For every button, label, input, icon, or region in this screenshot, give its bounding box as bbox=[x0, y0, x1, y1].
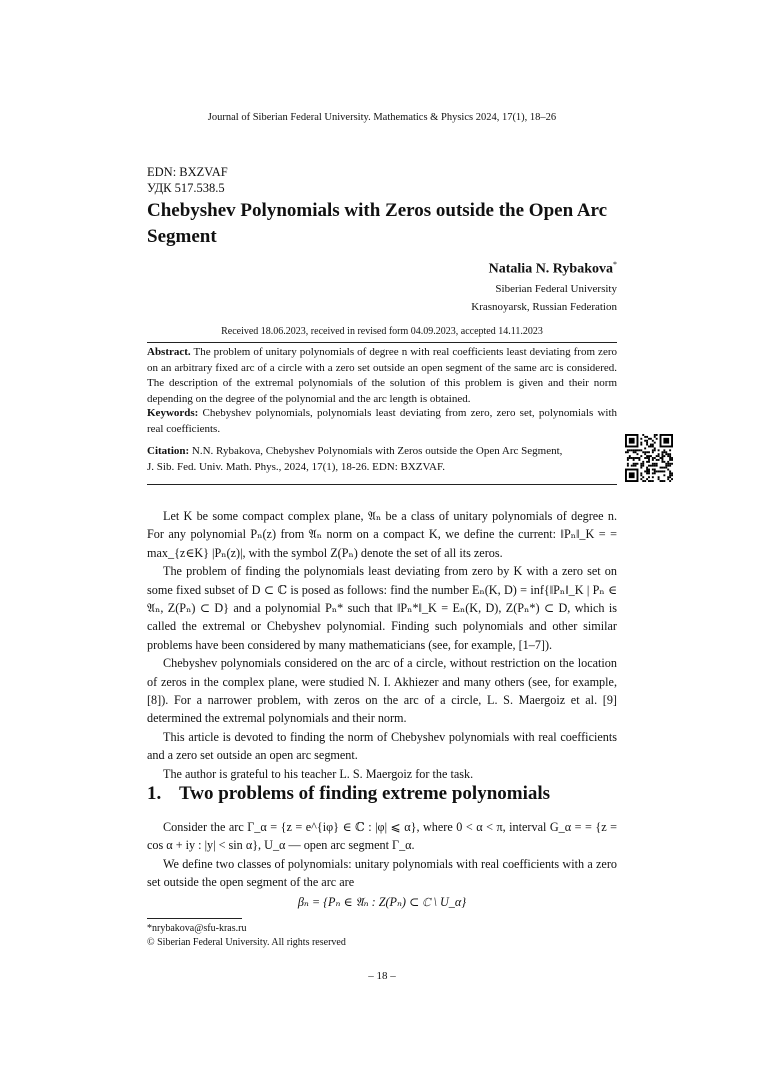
intro-text bbox=[147, 507, 617, 783]
keywords-label: Keywords: bbox=[147, 407, 199, 419]
paper-title: Chebyshev Polynomials with Zeros outside the Open Arc Segment bbox=[147, 200, 608, 247]
author-name: Natalia N. Rybakova* bbox=[488, 260, 617, 277]
abstract-text: The problem of unitary polynomials of degree n with real coefficients least deviating from zero on an arbitrary fixed arc of a circle with a zero set outside an open segment of the same arc is considered. The description of the extremal polynomials of the solution of this problem is given and their norm depending on the degree of the polynomial and the arc length is obtained. bbox=[147, 346, 617, 405]
section-number: 1. bbox=[147, 783, 162, 804]
received-dates: Received 18.06.2023, received in revised form 04.09.2023, accepted 14.11.2023 bbox=[221, 326, 543, 337]
copyright-note: © Siberian Federal University. All rights reserved bbox=[147, 937, 346, 948]
author-block bbox=[471, 255, 617, 316]
citation-text: N.N. Rybakova, Chebyshev Polynomials with Zeros outside the Open Arc Segment, J. Sib. Fed. Univ. Math. Phys., 2024, 17(1), 18-26. EDN: BXZVAF. bbox=[147, 445, 563, 473]
section-heading bbox=[147, 783, 550, 805]
author-affiliation: Siberian Federal University bbox=[495, 282, 617, 295]
paragraph: Let K be some compact complex plane, 𝔄ₙ be a class of unitary polynomials of degree n. For any polynomial Pₙ(z) from 𝔄ₙ norm on a compact K, we define the current: ‖Pₙ‖_K = = max_{z∈K} |Pₙ(z)|, with the symbol Z(Pₙ) denote the set of all its zeros. bbox=[147, 509, 617, 560]
paragraph: This article is devoted to finding the norm of Chebyshev polynomials with real coefficients and a zero set outside an open arc segment. bbox=[147, 729, 617, 763]
keywords bbox=[147, 406, 617, 437]
paragraph: Consider the arc Γ_α = {z = e^{iφ} ∈ ℂ : |φ| ⩽ α}, where 0 < α < π, interval G_α = = {z = cos α + iy : |y| < sin α}, U_α — open arc segment Γ_α. bbox=[147, 820, 617, 853]
display-formula: βₙ = {Pₙ ∈ 𝔄ₙ : Z(Pₙ) ⊂ ℂ \ U_α} bbox=[297, 895, 467, 909]
keywords-text: Chebyshev polynomials, polynomials least deviating from zero, zero set, polynomials with real coefficients. bbox=[147, 407, 618, 435]
paragraph: Chebyshev polynomials considered on the arc of a circle, without restriction on the location of zeros in the complex plane, were studied N. I. Akhiezer and many others (see, for example, [8]). For a narrower problem, with zeros on the arc of a circle, L. S. Maergoiz et al. [9] determined the extremal polynomials and their norm. bbox=[147, 656, 617, 726]
footnote-email: *nrybakova@sfu-kras.ru bbox=[147, 923, 247, 934]
qr-code-image[interactable] bbox=[625, 434, 673, 482]
footnote-rule bbox=[147, 918, 242, 919]
edn-code: EDN: BXZVAF bbox=[147, 165, 228, 179]
citation bbox=[147, 443, 567, 475]
running-head: Journal of Siberian Federal University. Mathematics & Physics 2024, 17(1), 18–26 bbox=[207, 112, 557, 123]
author-footnote-mark: * bbox=[613, 260, 617, 269]
author-location: Krasnoyarsk, Russian Federation bbox=[471, 300, 617, 313]
paragraph: The problem of finding the polynomials least deviating from zero by K with a zero set on some fixed subset of D ⊂ ℂ is posed as follows: find the number Eₙ(K, D) = inf{‖Pₙ‖_K | Pₙ ∈ 𝔄ₙ, Z(Pₙ) ⊂ D} and a polynomial Pₙ* such that ‖Pₙ*‖_K = Eₙ(K, D), Z(Pₙ*) ⊂ D, which is called the extremal or Chebyshev polynomial. Finding such polynomials and other similar problems have been considered by many mathematicians (see, for example, [1–7]). bbox=[147, 564, 617, 652]
page-number: – 18 – bbox=[368, 970, 396, 982]
section-title: Two problems of finding extreme polynomials bbox=[179, 783, 551, 804]
citation-label: Citation: bbox=[147, 445, 190, 457]
section-text bbox=[147, 818, 617, 892]
abstract bbox=[147, 345, 617, 407]
abstract-top-rule bbox=[147, 342, 617, 343]
udc-code: УДК 517.538.5 bbox=[147, 181, 225, 195]
abstract-label: Abstract. bbox=[147, 346, 191, 358]
citation-bottom-rule bbox=[147, 484, 617, 485]
paragraph: The author is grateful to his teacher L. S. Maergoiz for the task. bbox=[163, 766, 474, 781]
paragraph: We define two classes of polynomials: unitary polynomials with real coefficients with a zero set outside the open segment of the arc are bbox=[147, 856, 617, 890]
